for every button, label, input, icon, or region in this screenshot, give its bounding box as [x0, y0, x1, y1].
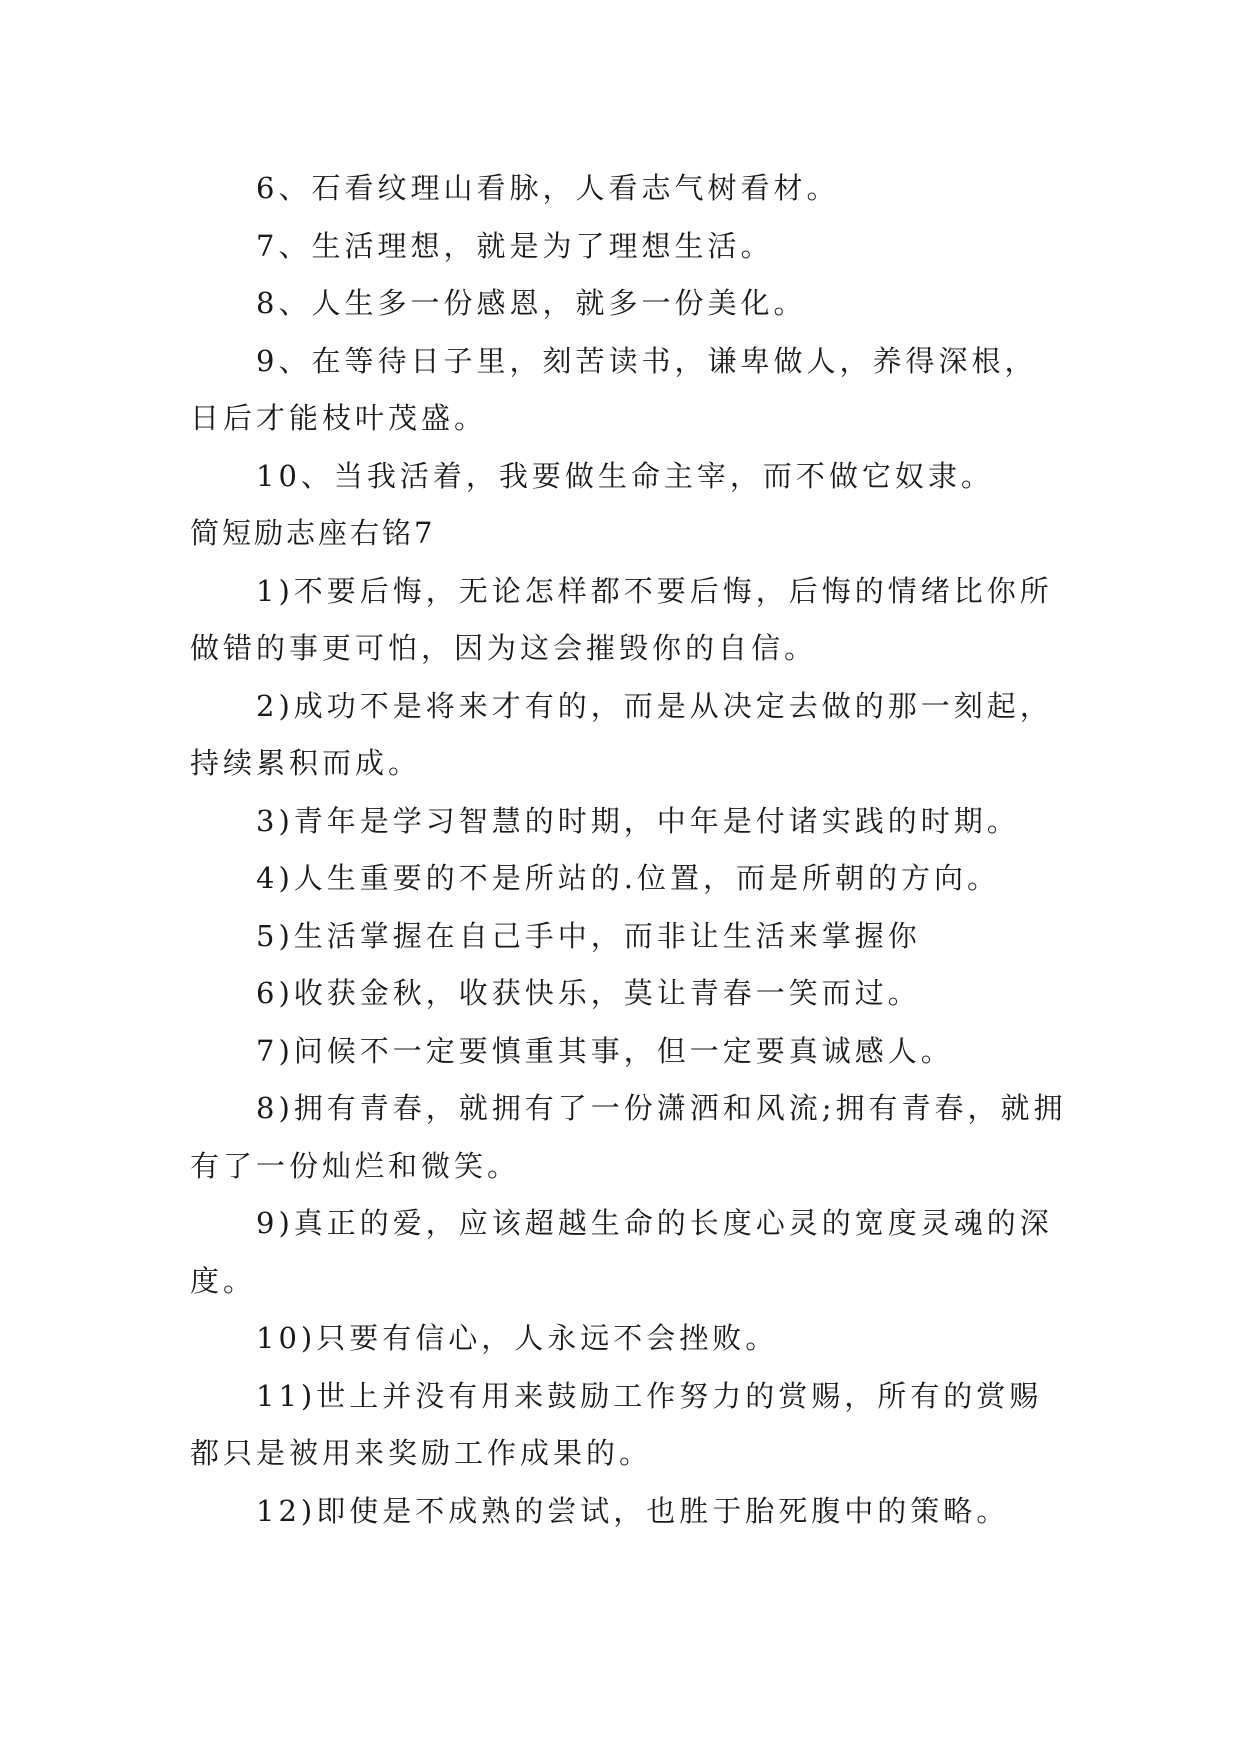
paragraph: 12)即使是不成熟的尝试，也胜于胎死腹中的策略。	[256, 1493, 1010, 1528]
document-body	[190, 160, 1070, 1540]
paragraph: 7、生活理想，就是为了理想生活。	[256, 228, 774, 263]
paragraph: 9)真正的爱，应该超越生命的长度心灵的宽度灵魂的深度。	[190, 1206, 1053, 1298]
paragraph: 3)青年是学习智慧的时期，中年是付诸实践的时期。	[256, 803, 1020, 838]
paragraph: 10、当我活着，我要做生命主宰，而不做它奴隶。	[256, 458, 994, 493]
paragraph: 5)生活掌握在自己手中，而非让生活来掌握你	[256, 918, 921, 953]
paragraph: 8、人生多一份感恩，就多一份美化。	[256, 286, 807, 320]
paragraph: 6、石看纹理山看脉，人看志气树看材。	[256, 171, 840, 205]
paragraph: 2)成功不是将来才有的，而是从决定去做的那一刻起，持续累积而成。	[190, 688, 1053, 780]
paragraph: 8)拥有青春，就拥有了一份潇洒和风流;拥有青春，就拥有了一份灿烂和微笑。	[190, 1091, 1067, 1183]
paragraph: 7)问候不一定要慎重其事，但一定要真诚感人。	[256, 1033, 954, 1068]
paragraph: 10)只要有信心，人永远不会挫败。	[256, 1321, 779, 1355]
paragraph: 4)人生重要的不是所站的.位置，而是所朝的方向。	[256, 861, 1000, 895]
paragraph: 1)不要后悔，无论怎样都不要后悔，后悔的情绪比你所做错的事更可怕，因为这会摧毁你的自信。	[190, 573, 1053, 665]
paragraph: 6)收获金秋，收获快乐，莫让青春一笑而过。	[256, 976, 921, 1010]
paragraph: 11)世上并没有用来鼓励工作努力的赏赐，所有的赏赐都只是被用来奖励工作成果的。	[190, 1378, 1043, 1470]
section-heading: 简短励志座右铭7	[190, 516, 436, 550]
paragraph: 9、在等待日子里，刻苦读书，谦卑做人，养得深根，日后才能枝叶茂盛。	[190, 343, 1038, 435]
